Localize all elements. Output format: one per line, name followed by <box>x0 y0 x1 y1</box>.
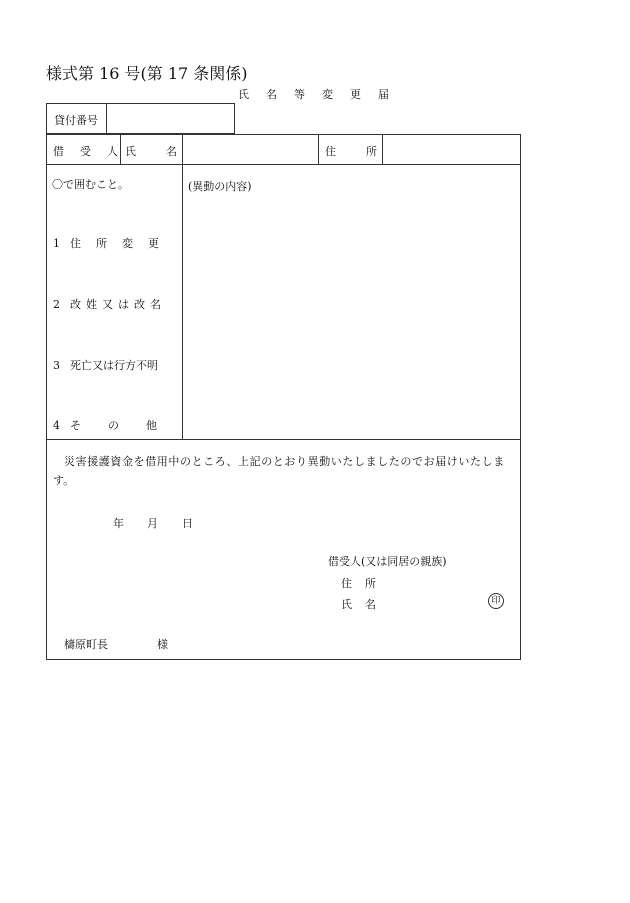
option-4-number: 4 <box>53 419 60 432</box>
row-divider-2 <box>46 439 521 440</box>
circle-instruction: 〇で囲むこと。 <box>52 178 129 191</box>
option-2-label: 改姓又は改名 <box>70 298 166 311</box>
loan-number-field[interactable] <box>112 110 230 128</box>
name-label <box>125 143 207 159</box>
recipient: 檮原町長 <box>64 638 108 651</box>
seal-mark <box>488 593 504 609</box>
address-field[interactable] <box>388 141 516 159</box>
loan-number-label: 貸付番号 <box>54 114 98 127</box>
details-field[interactable] <box>188 196 514 432</box>
date-year: 年 <box>113 517 124 530</box>
option-2[interactable] <box>53 296 166 312</box>
col-divider-main <box>182 134 183 440</box>
honorific: 様 <box>157 638 168 651</box>
applicant-label: 借受人(又は同居の親族) <box>328 555 447 568</box>
document-title: 氏名等変更届 <box>238 88 406 101</box>
loan-number-divider <box>106 103 107 134</box>
option-4-label: その他 <box>70 419 184 432</box>
date-day: 日 <box>182 517 193 530</box>
form-number: 様式第 16 号(第 17 条関係) <box>46 64 248 83</box>
option-2-number: 2 <box>53 298 60 311</box>
seal-text: 印 <box>491 596 501 606</box>
applicant-name-label: 氏名 <box>341 598 389 611</box>
address-label: 住所 <box>325 145 407 158</box>
option-4[interactable] <box>53 417 184 433</box>
borrower-label: 借受人 <box>53 145 134 158</box>
row-divider-1 <box>46 164 521 165</box>
col-divider-address-label <box>318 134 319 165</box>
applicant-address-label: 住所 <box>341 577 389 590</box>
option-1[interactable] <box>53 235 174 251</box>
date-month: 月 <box>147 517 158 530</box>
name-label-text: 氏名 <box>125 145 207 158</box>
statement-line-1: 災害援護資金を借用中のところ、上記のとおり異動いたしましたのでお届けいたしま <box>64 455 505 468</box>
name-field[interactable] <box>188 141 314 159</box>
option-3-label: 死亡又は行方不明 <box>70 359 158 372</box>
statement-line-2: す。 <box>53 474 75 487</box>
details-label: (異動の内容) <box>188 180 252 193</box>
option-1-label: 住所変更 <box>70 237 174 250</box>
option-1-number: 1 <box>53 237 60 250</box>
option-3[interactable] <box>53 357 158 373</box>
option-3-number: 3 <box>53 359 60 372</box>
